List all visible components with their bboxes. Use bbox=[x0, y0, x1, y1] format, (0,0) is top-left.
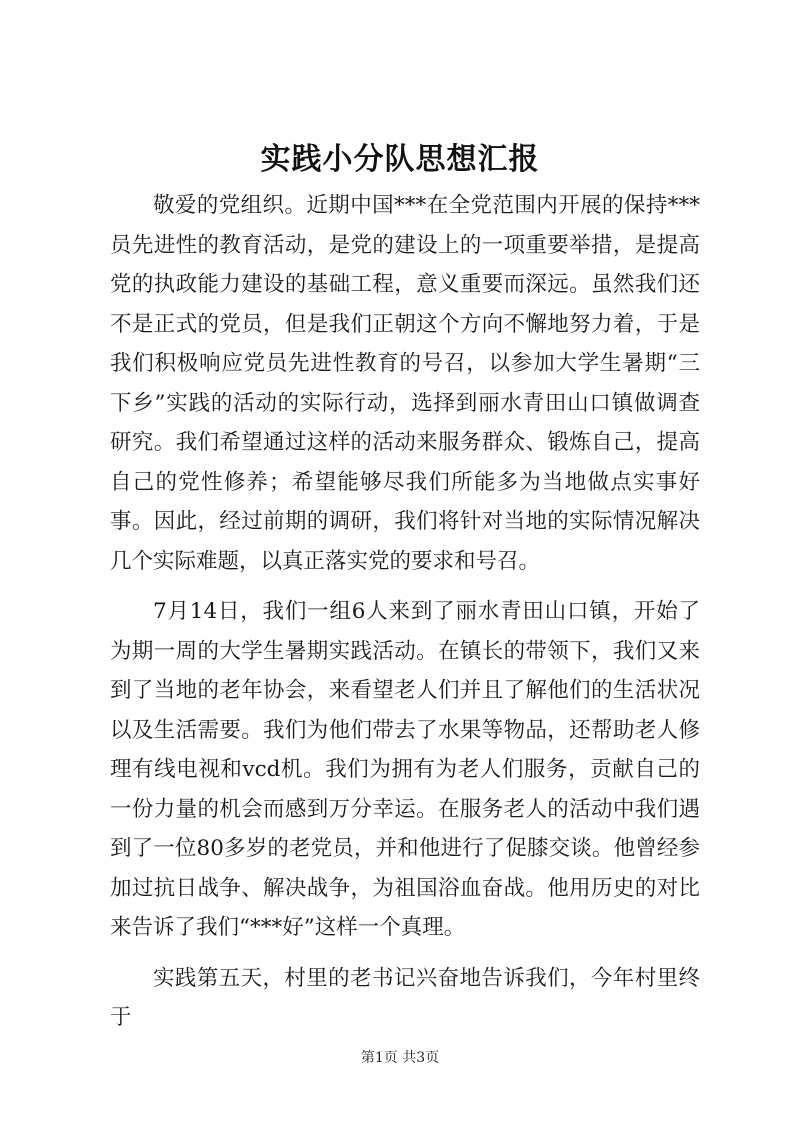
paragraph-3: 实践第五天，村里的老书记兴奋地告诉我们，今年村里终于 bbox=[110, 965, 700, 1030]
document-title: 实践小分队思想汇报 bbox=[260, 142, 540, 177]
page-footer: 第1页 共3页 bbox=[360, 1050, 440, 1066]
paragraph-2: 7月14日，我们一组6人来到了丽水青田山口镇，开始了为期一周的大学生暑期实践活动。在镇长的带领下，我们又来到了当地的老年协会，来看望老人们并且了解他们的生活状况以及生活需要。我们为他们带去了水果等物品，还帮助老人修理有线电视和vcd机。我们为拥有为老人们服务，贡献自己的一份力量的机会而感到万分幸运。在服务老人的活动中我们遇到了一位80多岁的老党员，并和他进行了促膝交谈。他曾经参加过抗日战争、解决战争，为祖国浴血奋战。他用历史的对比来告诉了我们“***好”这样一个真理。 bbox=[110, 599, 700, 940]
document-body bbox=[110, 186, 700, 1049]
paragraph-1: 敬爱的党组织。近期中国***在全党范围内开展的保持***员先进性的教育活动，是党的建设上的一项重要举措，是提高党的执政能力建设的基础工程，意义重要而深远。虽然我们还不是正式的党员，但是我们正朝这个方向不懈地努力着，于是我们积极响应党员先进性教育的号召，以参加大学生暑期“三下乡”实践的活动的实际行动，选择到丽水青田山口镇做调查研究。我们希望通过这样的活动来服务群众、锻炼自己，提高自己的党性修养；希望能够尽我们所能多为当地做点实事好事。因此，经过前期的调研，我们将针对当地的实际情况解决几个实际难题，以真正落实党的要求和号召。 bbox=[110, 193, 700, 574]
